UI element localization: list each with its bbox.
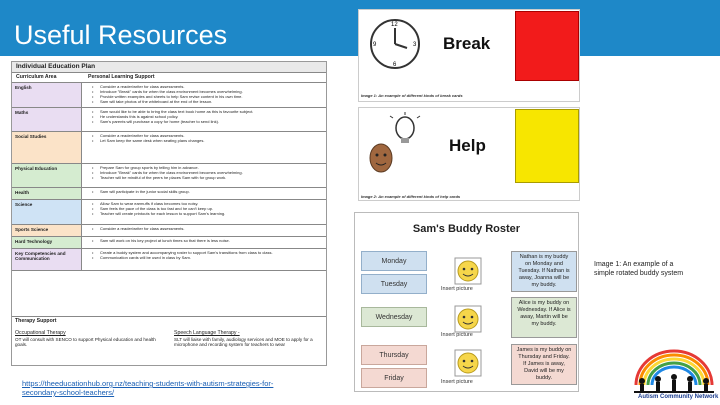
iep-support-item: • Consider a reader/writer for class assessments. — [86, 133, 323, 138]
iep-subject: Key Competencies and Communication — [12, 249, 82, 270]
iep-row — [12, 83, 326, 108]
iep-row — [12, 108, 326, 132]
iep-document — [11, 61, 327, 366]
day-thursday: Thursday — [361, 345, 427, 365]
day-monday: Monday — [361, 251, 427, 271]
source-link[interactable]: https://theeducationhub.org.nz/teaching-students-with-autism-strategies-for-secondary-school-teachers/ — [22, 379, 274, 397]
iep-support-list — [86, 250, 323, 260]
iep-support-list — [86, 133, 323, 143]
slt-text: SLT will liaise with family, audiology services and MOE to apply for a microphone and recording system for teachers to wear — [174, 336, 313, 348]
break-caption: Image 1: An example of different kinds of break cards — [361, 93, 463, 98]
therapy-label: Therapy Support — [15, 318, 57, 324]
smiley-icon — [454, 257, 482, 285]
ot-title: Occupational Therapy — [15, 330, 66, 336]
iep-row — [12, 132, 326, 164]
iep-support-item: • Sam will participate in the junior social skills group. — [86, 189, 323, 194]
picture-label: Insert picture — [441, 332, 473, 338]
day-tuesday: Tuesday — [361, 274, 427, 294]
roster-caption: Image 1: An example of a simple rotated buddy system — [594, 261, 684, 277]
iep-subject: Sports Science — [12, 225, 82, 236]
iep-support-item: • Sam will take photos of the whiteboard at the end of the lesson. — [86, 99, 323, 104]
lightbulb-person-icon — [365, 110, 425, 180]
buddy-note-monday-tuesday: Nathan is my buddy on Monday and Tuesday. If Nathan is away, Joanna will be my buddy. — [511, 251, 577, 292]
iep-subject: Health — [12, 188, 82, 199]
iep-subject: Hard Technology — [12, 237, 82, 248]
buddy-roster — [354, 212, 579, 392]
help-word: Help — [449, 136, 486, 155]
day-wednesday: Wednesday — [361, 307, 427, 327]
svg-text:12: 12 — [391, 22, 398, 28]
iep-support-item: • Sam would like to be able to bring the class text book home as this is favourite subject. — [86, 109, 323, 114]
iep-support-list — [86, 165, 323, 180]
iep-support-item: • Create a buddy system and accompanying roster to support Sam's transitions from class to class. — [86, 250, 323, 255]
iep-support-item: • Introduce "Break" cards for when the class environment becomes overwhelming. — [86, 170, 323, 175]
iep-support-item: • Sam's parents will purchase a copy for home (teacher to send link). — [86, 119, 323, 124]
help-card-image — [358, 107, 580, 201]
iep-support-item: • Provide written examples and sheets to help Sam revise content in his own time. — [86, 94, 323, 99]
break-card-image — [358, 9, 580, 102]
iep-support-list — [86, 109, 323, 124]
smiley-icon — [454, 349, 482, 377]
svg-text:6: 6 — [393, 62, 397, 68]
iep-support-item: • Sam will work on his key project at lunch times so that there is less noise. — [86, 238, 323, 243]
logo-text: Autism Community Network — [638, 394, 719, 400]
iep-row — [12, 225, 326, 237]
iep-support-item: • Prepare Sam for group sports by telling him in advance. — [86, 165, 323, 170]
picture-label: Insert picture — [441, 379, 473, 385]
day-friday: Friday — [361, 368, 427, 388]
slt-block — [174, 331, 324, 348]
clock-icon — [369, 14, 421, 74]
picture-label: Insert picture — [441, 286, 473, 292]
iep-support-list — [86, 201, 323, 216]
iep-support-item: • Teacher will create printouts for each lesson to support Sam's learning. — [86, 211, 323, 216]
iep-subject: Science — [12, 200, 82, 224]
iep-subject: Social Studies — [12, 132, 82, 163]
slide-title: Useful Resources — [14, 20, 228, 50]
iep-row — [12, 188, 326, 200]
ot-text: OT will consult with SENCO to support Physical education and health goals. — [15, 336, 156, 348]
yellow-card — [515, 109, 579, 183]
iep-col-area: Curriculum Area — [16, 74, 57, 80]
iep-support-item: • Allow Sam to wear earmuffs if class becomes too noisy. — [86, 201, 323, 206]
iep-support-item: • Consider a reader/writer for class assessments. — [86, 84, 323, 89]
ot-block — [15, 331, 165, 348]
iep-support-list — [86, 226, 323, 231]
iep-support-item: • He understands this is against school policy. — [86, 114, 323, 119]
iep-support-item: • Let Sam keep the same desk when seating plans changes. — [86, 138, 323, 143]
iep-support-item: • Sam feels the pace of the class is too fast and he can't keep up. — [86, 206, 323, 211]
break-word: Break — [443, 34, 491, 53]
iep-row — [12, 200, 326, 225]
slt-title: Speech Language Therapy - — [174, 330, 240, 336]
roster-title: Sam's Buddy Roster — [412, 223, 521, 235]
iep-support-item: • Communication cards will be used in class by Sam. — [86, 255, 323, 260]
iep-support-item: • Teacher will be mindful of the peers he places Sam with for group work. — [86, 175, 323, 180]
buddy-note-wednesday: Alice is my buddy on Wednesday. If Alice is away, Martin will be my buddy. — [511, 297, 577, 338]
iep-col-support: Personal Learning Support — [88, 74, 155, 80]
iep-support-list — [86, 189, 323, 194]
iep-support-list — [86, 84, 323, 104]
smiley-icon — [454, 305, 482, 333]
help-caption: Image 2: An example of different kinds of help cards — [361, 194, 461, 199]
buddy-note-thursday-friday: James is my buddy on Thursday and Friday. If James is away, David will be my buddy. — [511, 344, 577, 385]
iep-subject: Maths — [12, 108, 82, 131]
iep-support-item: • Introduce "Break" cards for when the class environment becomes overwhelming. — [86, 89, 323, 94]
iep-title: Individual Education Plan — [12, 62, 326, 73]
iep-support-item: • Consider a reader/writer for class assessments. — [86, 226, 323, 231]
red-card — [515, 11, 579, 81]
iep-row — [12, 249, 326, 271]
iep-header-row — [12, 73, 326, 83]
therapy-section — [12, 316, 326, 367]
iep-subject: Physical Education — [12, 164, 82, 187]
iep-support-list — [86, 238, 323, 243]
iep-row — [12, 237, 326, 249]
svg-text:9: 9 — [373, 42, 377, 48]
iep-subject: English — [12, 83, 82, 107]
iep-row — [12, 164, 326, 188]
svg-text:3: 3 — [413, 42, 417, 48]
